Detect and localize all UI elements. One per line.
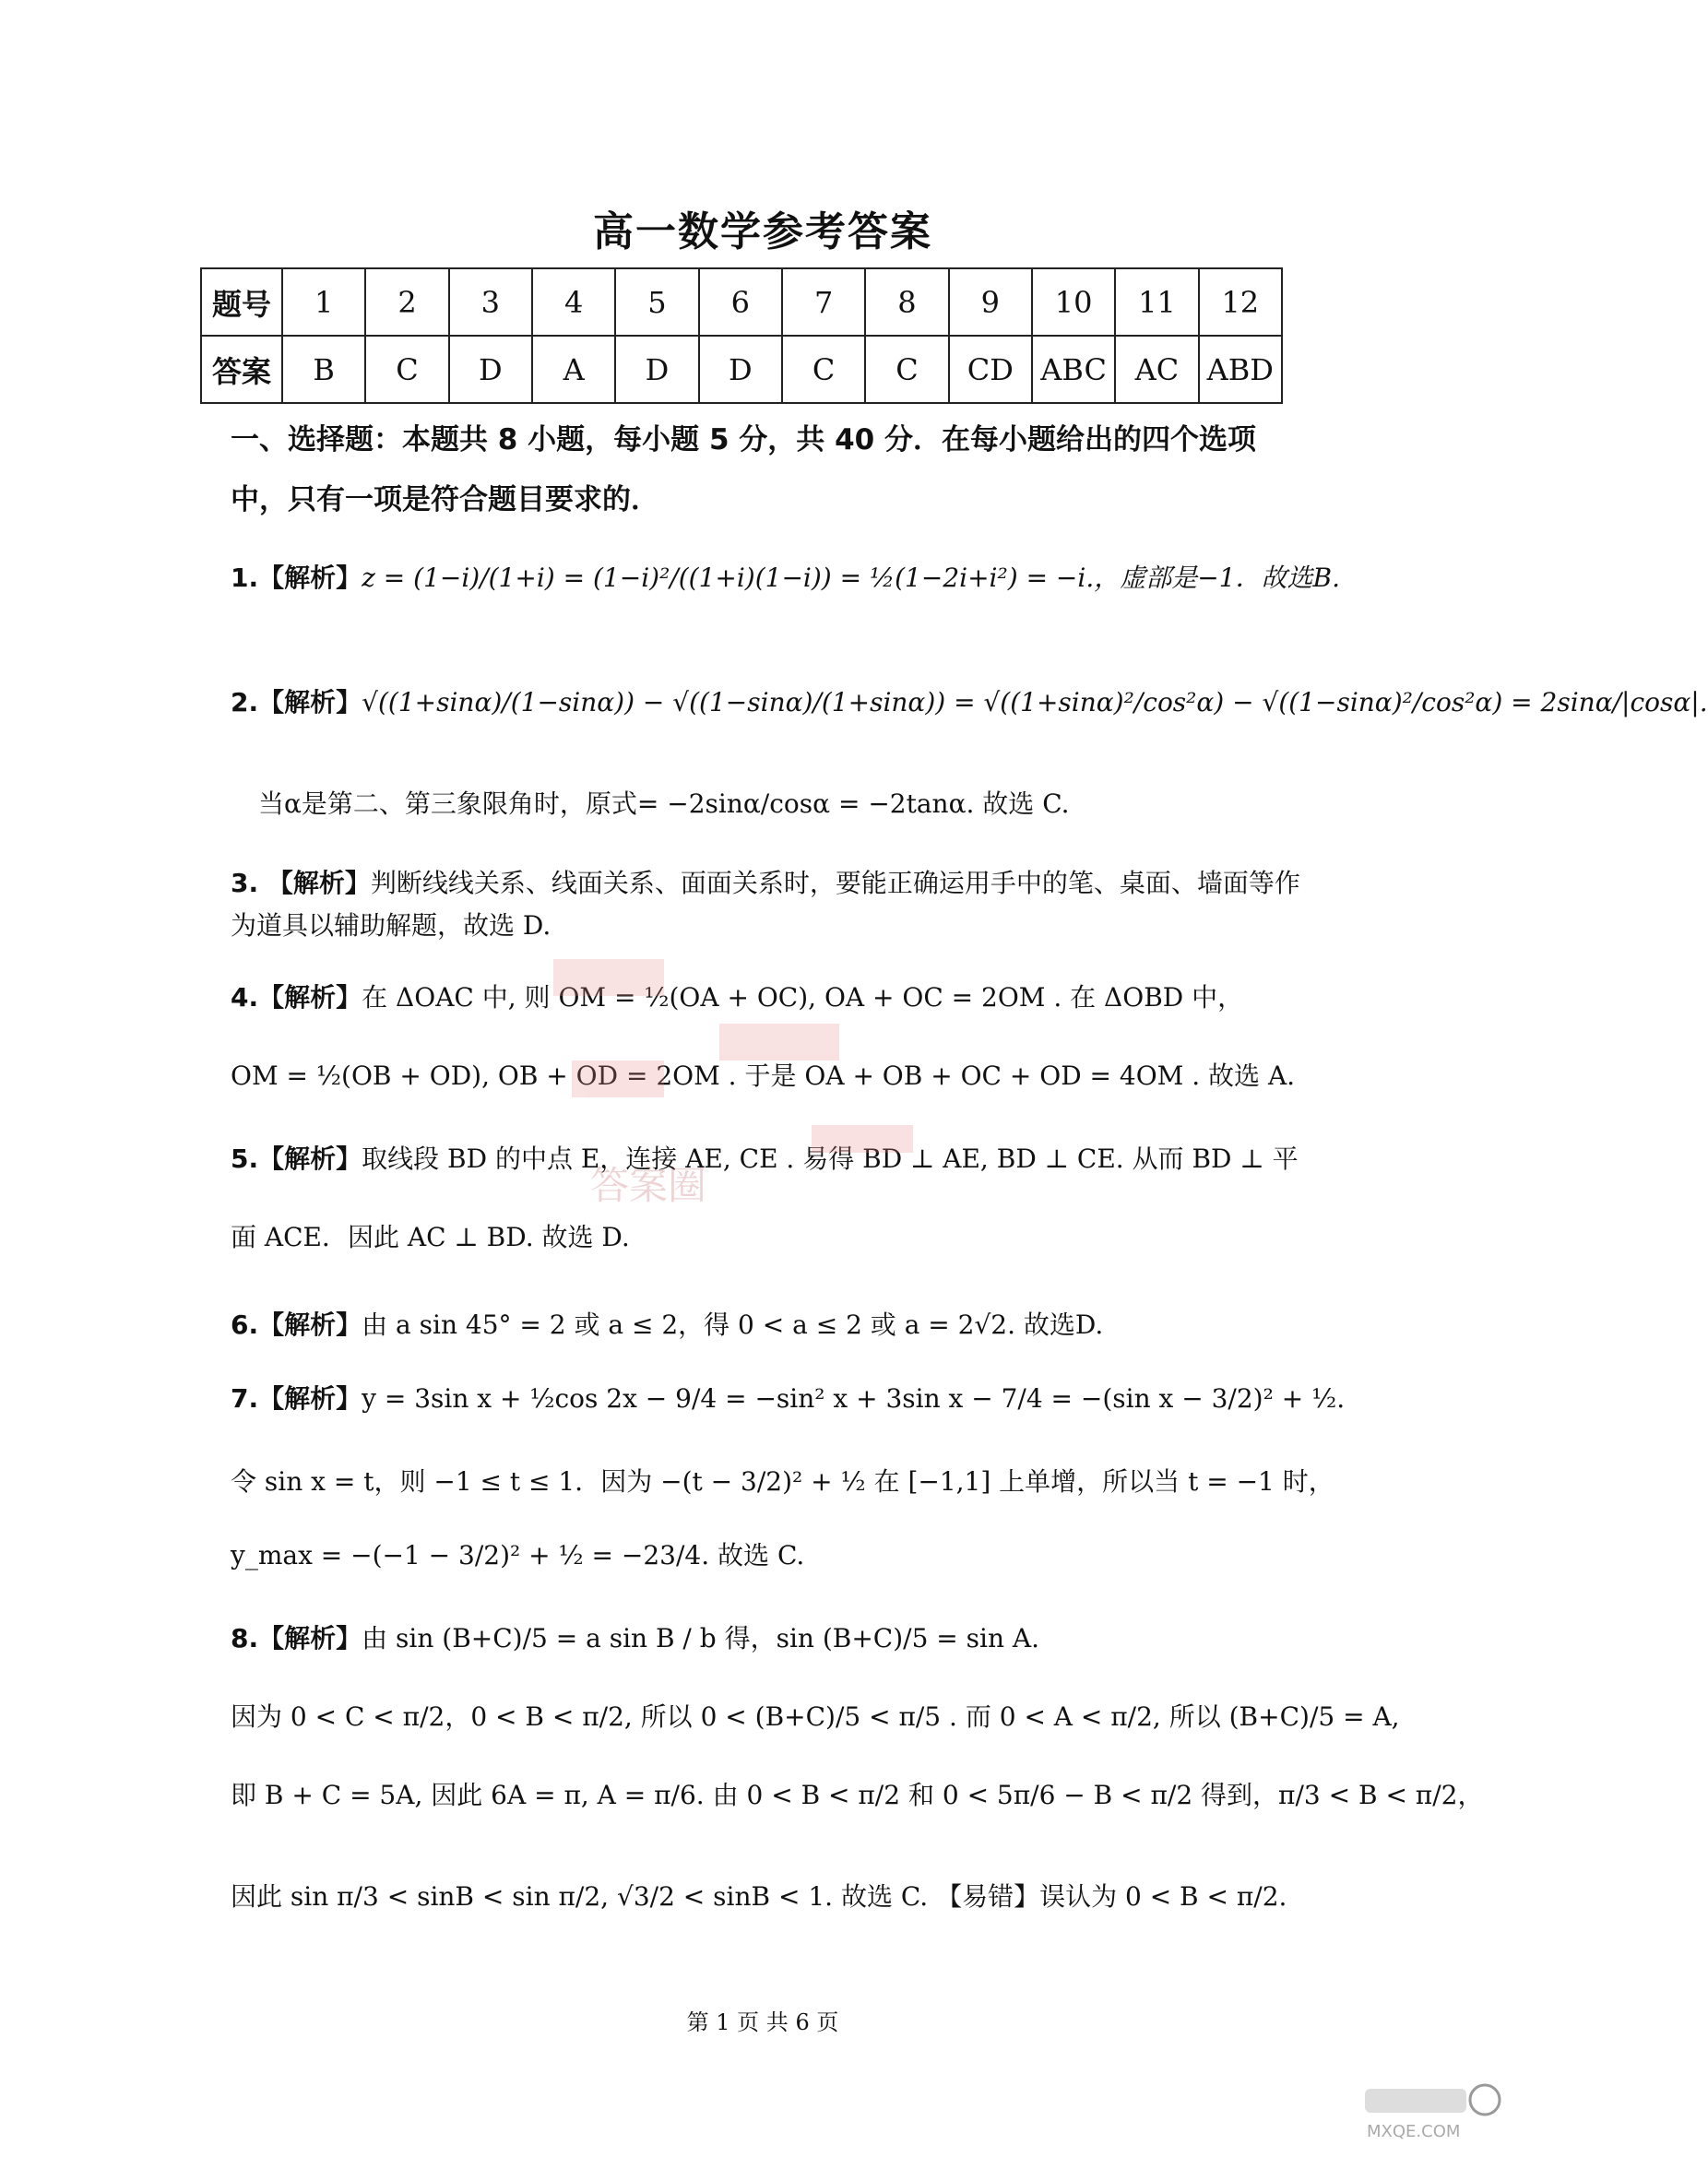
table-header-answer-label: 答案 bbox=[201, 336, 282, 403]
table-row-answers bbox=[201, 336, 1282, 403]
solution-text: 令 sin x = t，则 −1 ≤ t ≤ 1．因为 −(t − 3/2)² + ½ 在 [−1,1] 上单增，所以当 t = −1 时， bbox=[231, 1466, 1334, 1497]
site-logo bbox=[1356, 2080, 1512, 2144]
solution-text: √((1+sinα)/(1−sinα)) − √((1−sinα)/(1+sinα)) = √((1+sinα)²/cos²α) − √((1−sinα)²/cos²α) = 2sinα/|cosα|. bbox=[362, 687, 1708, 717]
solution-label: 4.【解析】 bbox=[231, 982, 362, 1013]
table-cell: 4 bbox=[532, 268, 615, 336]
table-header-number-label: 题号 bbox=[201, 268, 282, 336]
table-cell: C bbox=[865, 336, 948, 403]
table-cell: 3 bbox=[449, 268, 532, 336]
solution-text: 在 ΔOAC 中, 则 OM = ½(OA + OC), OA + OC = 2OM . 在 ΔOBD 中， bbox=[362, 982, 1244, 1013]
solution-text: 面 ACE．因此 AC ⊥ BD. 故选 D. bbox=[231, 1222, 630, 1252]
table-cell: 8 bbox=[865, 268, 948, 336]
section-heading: 一、选择题：本题共 8 小题，每小题 5 分，共 40 分．在每小题给出的四个选项中，只有一项是符合题目要求的． bbox=[231, 423, 1257, 516]
table-cell: 10 bbox=[1032, 268, 1115, 336]
table-cell: AC bbox=[1115, 336, 1198, 403]
watermark-text: 答案圈 bbox=[590, 1163, 707, 1208]
solution-label: 1.【解析】 bbox=[231, 563, 362, 593]
solution-text: 由 sin (B+C)/5 = a sin B / b 得，sin (B+C)/5 = sin A. bbox=[362, 1623, 1040, 1653]
page-footer: 第 1 页 共 6 页 bbox=[686, 2009, 839, 2035]
table-cell: C bbox=[365, 336, 448, 403]
solution-text: y = 3sin x + ½cos 2x − 9/4 = −sin² x + 3sin x − 7/4 = −(sin x − 3/2)² + ½. bbox=[362, 1383, 1346, 1414]
solution-text: y_max = −(−1 − 3/2)² + ½ = −23/4. 故选 C. bbox=[231, 1540, 805, 1570]
solution-text: 即 B + C = 5A, 因此 6A = π, A = π/6. 由 0 < B < π/2 和 0 < 5π/6 − B < π/2 得到，π/3 < B < π/2， bbox=[231, 1780, 1484, 1810]
table-cell: ABC bbox=[1032, 336, 1115, 403]
solution-line bbox=[231, 1618, 1039, 1655]
solution-text: z = (1−i)/(1+i) = (1−i)²/((1+i)(1−i)) = ½(1−2i+i²) = −i.，虚部是−1．故选B. bbox=[362, 563, 1340, 593]
solution-text: 由 a sin 45° = 2 或 a ≤ 2，得 0 < a ≤ 2 或 a = 2√2. 故选D. bbox=[362, 1310, 1104, 1340]
page-title: 高一数学参考答案 bbox=[593, 208, 932, 255]
solution-line bbox=[231, 1379, 1345, 1416]
table-cell: ABD bbox=[1199, 336, 1282, 403]
table-cell: B bbox=[282, 336, 365, 403]
table-cell: 1 bbox=[282, 268, 365, 336]
solution-line bbox=[231, 558, 1340, 595]
table-cell: 7 bbox=[782, 268, 865, 336]
solution-text: 取线段 BD 的中点 E，连接 AE, CE . 易得 BD ⊥ AE, BD ⊥ CE. 从而 BD ⊥ 平 bbox=[362, 1144, 1299, 1174]
table-cell: C bbox=[782, 336, 865, 403]
solution-label: 6.【解析】 bbox=[231, 1310, 362, 1340]
solution-line bbox=[231, 1877, 1287, 1914]
solution-label: 3. 【解析】 bbox=[231, 868, 371, 898]
table-cell: D bbox=[615, 336, 698, 403]
table-cell: A bbox=[532, 336, 615, 403]
solution-text: 当α是第二、第三象限角时，原式= −2sinα/cosα = −2tanα. 故选 C. bbox=[258, 788, 1070, 819]
table-cell: D bbox=[449, 336, 532, 403]
watermark-graphic bbox=[535, 922, 1014, 1236]
solution-label: 5.【解析】 bbox=[231, 1144, 362, 1174]
solution-line bbox=[231, 682, 1708, 719]
table-row-numbers bbox=[201, 268, 1282, 336]
table-cell: 5 bbox=[615, 268, 698, 336]
solution-label: 2.【解析】 bbox=[231, 687, 362, 717]
solution-label: 7.【解析】 bbox=[231, 1383, 362, 1414]
logo-text: MXQE.COM bbox=[1367, 2122, 1461, 2141]
solution-line bbox=[231, 1305, 1103, 1342]
solution-text: 因为 0 < C < π/2，0 < B < π/2, 所以 0 < (B+C)/5 < π/5 . 而 0 < A < π/2, 所以 (B+C)/5 = A, bbox=[231, 1701, 1400, 1732]
table-cell: 2 bbox=[365, 268, 448, 336]
table-cell: 12 bbox=[1199, 268, 1282, 336]
solution-label: 8.【解析】 bbox=[231, 1623, 362, 1653]
solution-line bbox=[231, 1462, 1334, 1499]
solution-line bbox=[231, 1775, 1483, 1812]
table-cell: 11 bbox=[1115, 268, 1198, 336]
table-cell: CD bbox=[949, 336, 1032, 403]
table-cell: 9 bbox=[949, 268, 1032, 336]
solution-text: 判断线线关系、线面关系、面面关系时，要能正确运用手中的笔、桌面、墙面等作为道具以辅助解题，故选 D. bbox=[231, 868, 1300, 941]
solution-line bbox=[231, 1535, 804, 1572]
solution-text: OM = ½(OB + OD), OB + OD = 2OM . 于是 OA + OB + OC + OD = 4OM . 故选 A. bbox=[231, 1061, 1296, 1091]
table-cell: 6 bbox=[699, 268, 782, 336]
table-cell: D bbox=[699, 336, 782, 403]
solution-line bbox=[231, 1697, 1400, 1734]
solution-text: 因此 sin π/3 < sinB < sin π/2, √3/2 < sinB < 1. 故选 C. 【易错】误认为 0 < B < π/2. bbox=[231, 1881, 1287, 1912]
solution-line bbox=[258, 784, 1070, 821]
answer-table bbox=[200, 267, 1283, 404]
